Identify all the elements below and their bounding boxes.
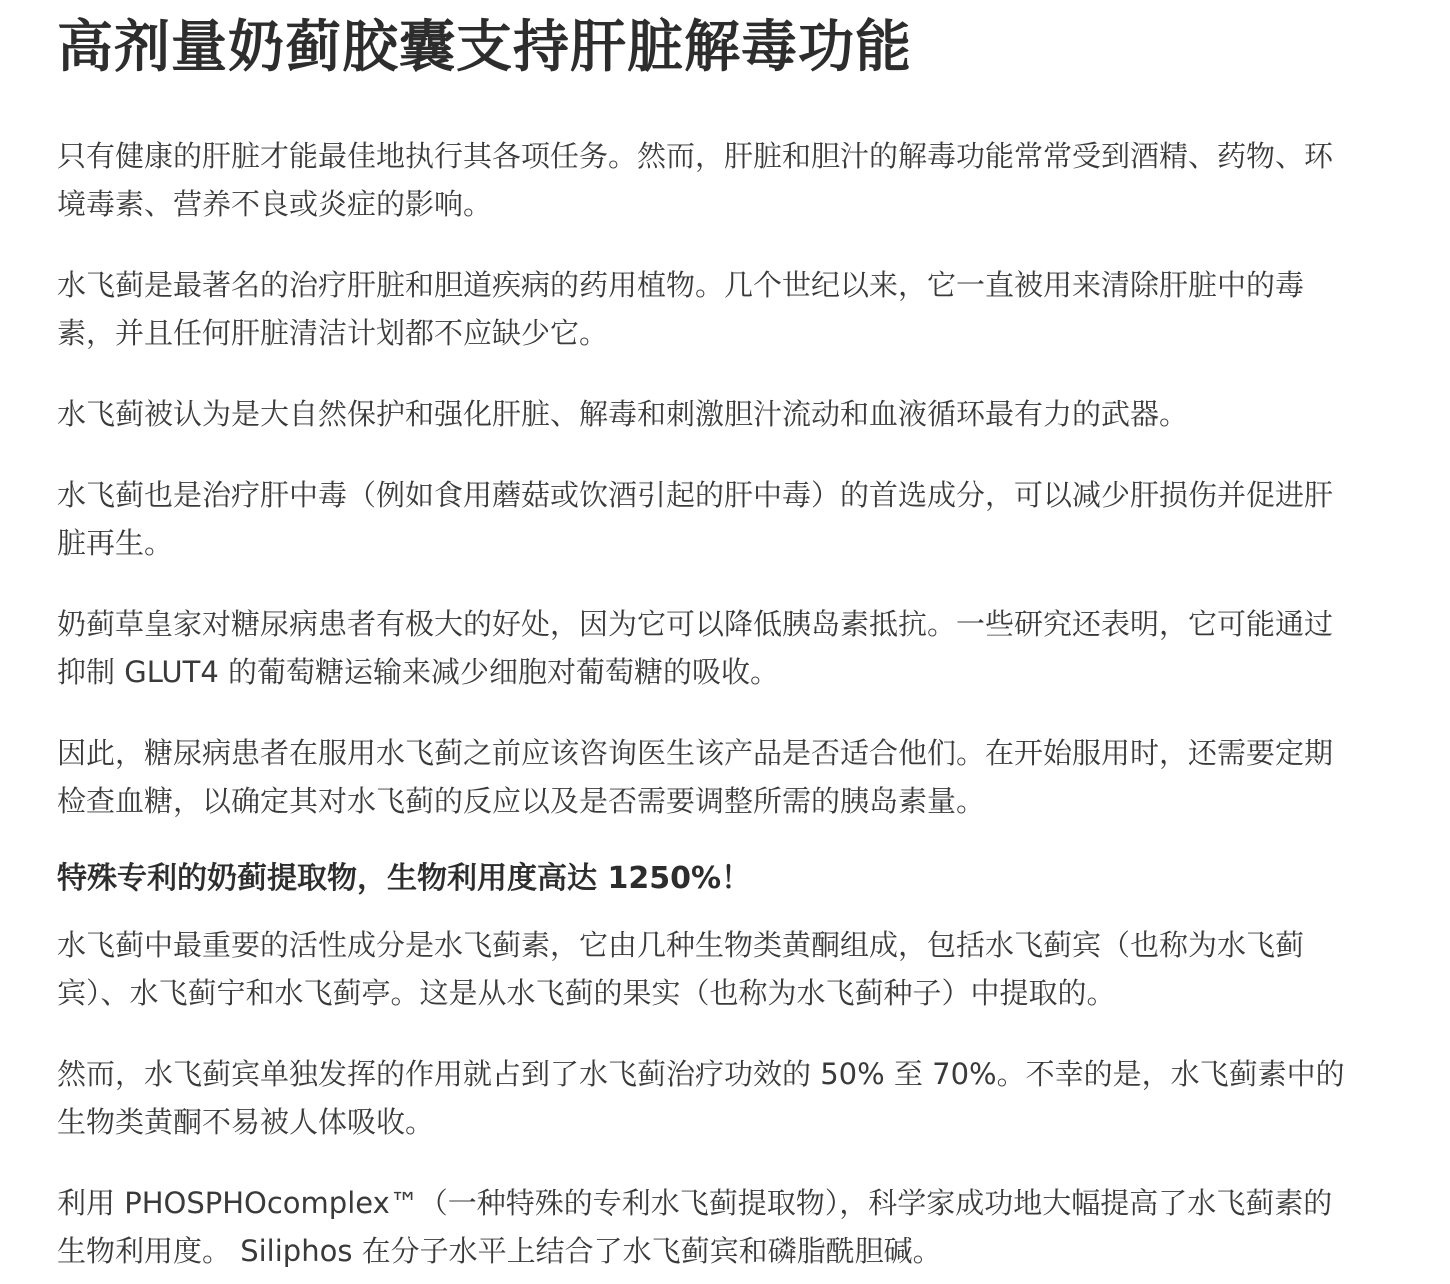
article bbox=[57, 0, 1357, 1275]
page-title: 高剂量奶蓟胶囊支持肝脏解毒功能 bbox=[57, 15, 912, 80]
section-heading: 特殊专利的奶蓟提取物，生物利用度高达 1250%！ bbox=[57, 861, 751, 896]
paragraph-4: 水飞蓟也是治疗肝中毒（例如食用蘑菇或饮酒引起的肝中毒）的首选成分，可以减少肝损伤并促进肝脏再生。 bbox=[57, 478, 1334, 560]
paragraph-3: 水飞蓟被认为是大自然保护和强化肝脏、解毒和刺激胆汁流动和血液循环最有力的武器。 bbox=[57, 397, 1189, 431]
section-paragraph-2: 然而，水飞蓟宾单独发挥的作用就占到了水飞蓟治疗功效的 50% 至 70%。不幸的是，水飞蓟素中的生物类黄酮不易被人体吸收。 bbox=[57, 1057, 1345, 1139]
paragraph-6: 因此，糖尿病患者在服用水飞蓟之前应该咨询医生该产品是否适合他们。在开始服用时，还需要定期检查血糖，以确定其对水飞蓟的反应以及是否需要调整所需的胰岛素量。 bbox=[57, 736, 1334, 818]
paragraph-5: 奶蓟草皇家对糖尿病患者有极大的好处，因为它可以降低胰岛素抵抗。一些研究还表明，它可能通过抑制 GLUT4 的葡萄糖运输来减少细胞对葡萄糖的吸收。 bbox=[57, 607, 1334, 689]
section-paragraph-1: 水飞蓟中最重要的活性成分是水飞蓟素，它由几种生物类黄酮组成，包括水飞蓟宾（也称为水飞蓟宾）、水飞蓟宁和水飞蓟亭。这是从水飞蓟的果实（也称为水飞蓟种子）中提取的。 bbox=[57, 928, 1305, 1010]
paragraph-1: 只有健康的肝脏才能最佳地执行其各项任务。然而，肝脏和胆汁的解毒功能常常受到酒精、药物、环境毒素、营养不良或炎症的影响。 bbox=[57, 139, 1334, 221]
section-paragraph-3: 利用 PHOSPHOcomplex™（一种特殊的专利水飞蓟提取物），科学家成功地大幅提高了水飞蓟素的生物利用度。 Siliphos 在分子水平上结合了水飞蓟宾和磷脂酰胆碱。 bbox=[57, 1186, 1333, 1268]
paragraph-2: 水飞蓟是最著名的治疗肝脏和胆道疾病的药用植物。几个世纪以来，它一直被用来清除肝脏中的毒素，并且任何肝脏清洁计划都不应缺少它。 bbox=[57, 268, 1305, 350]
